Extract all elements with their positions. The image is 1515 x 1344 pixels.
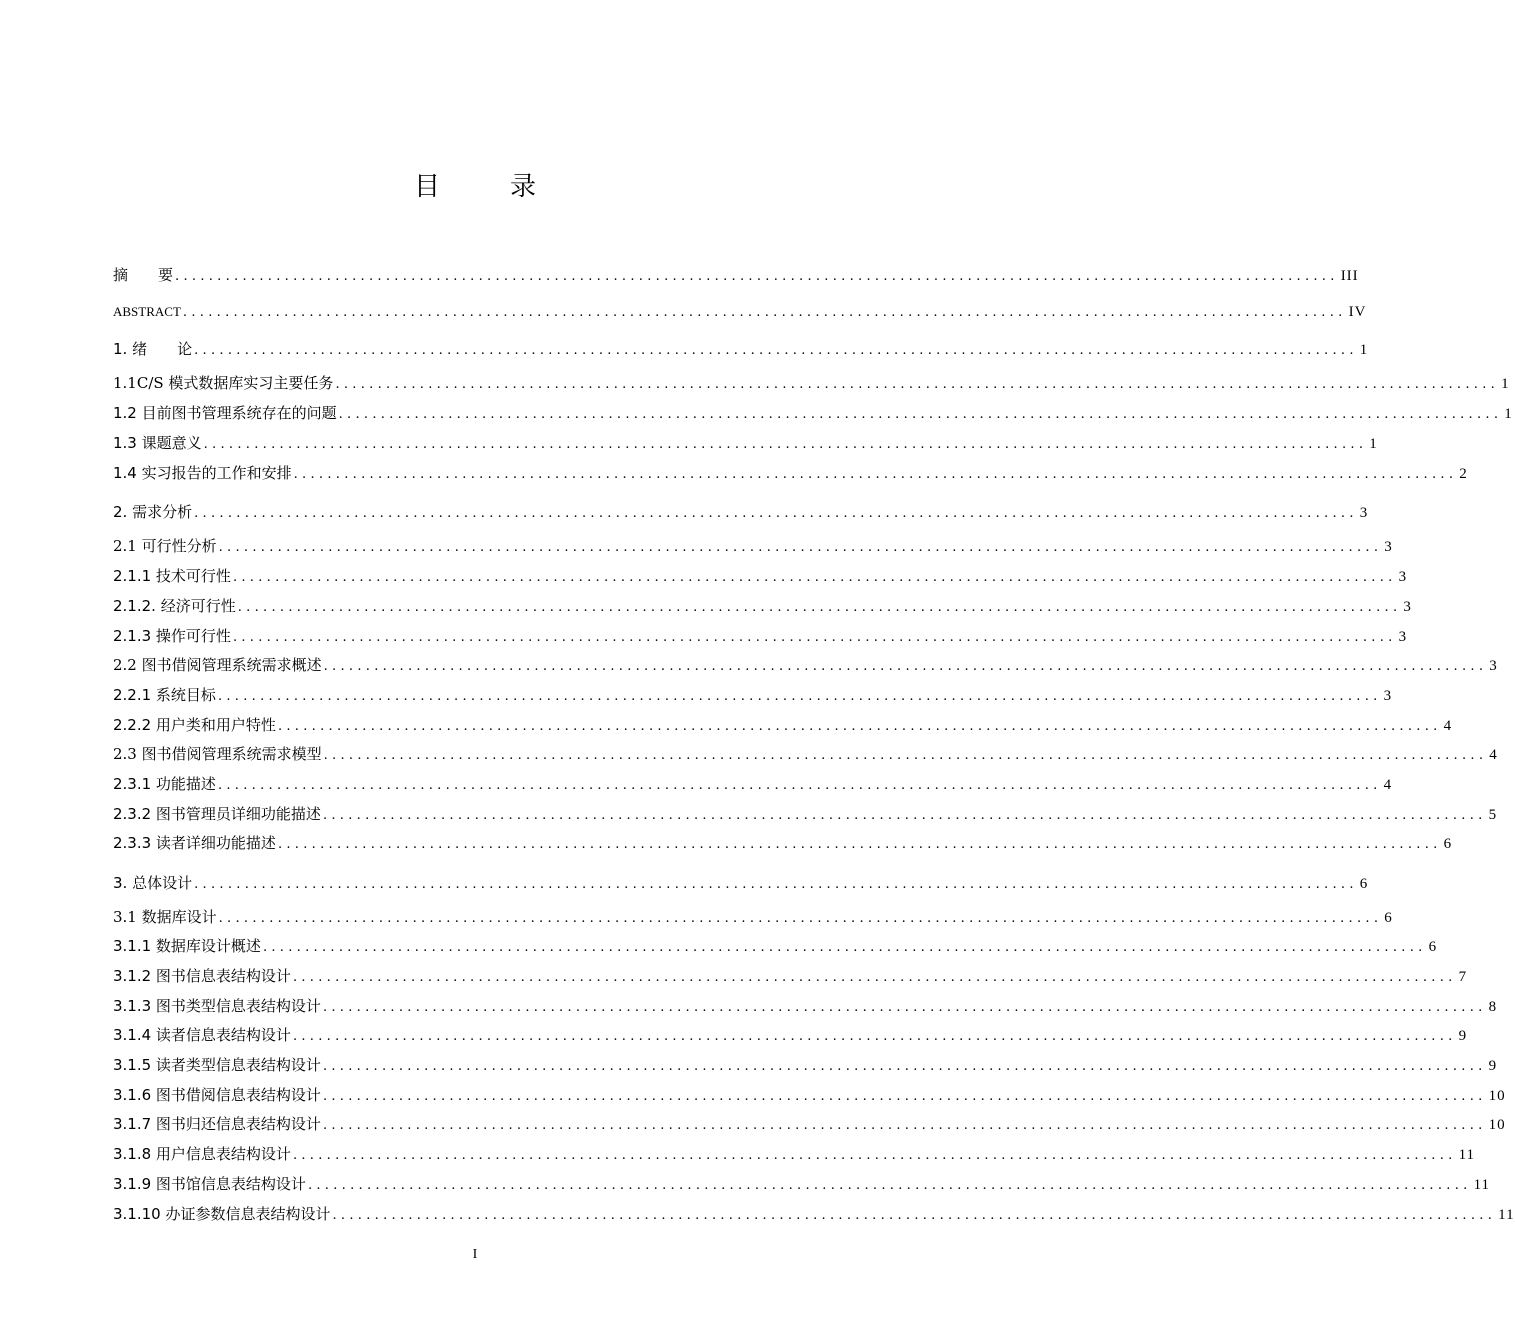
toc-entry-label: 3.1.5 读者类型信息表结构设计 bbox=[113, 1056, 321, 1074]
dot-leader: .......................................................................................................................................... bbox=[277, 719, 1442, 734]
toc-entry-2-2-2[interactable] bbox=[113, 714, 1453, 736]
toc-entry-page: 8 bbox=[1488, 999, 1498, 1015]
dot-leader: .......................................................................................................................................... bbox=[322, 1118, 1487, 1133]
toc-entry-page: 6 bbox=[1443, 836, 1453, 852]
toc-entry-page: 3 bbox=[1403, 599, 1412, 615]
toc-entry-2-1-3[interactable] bbox=[113, 625, 1408, 647]
toc-entry-page: 11 bbox=[1473, 1177, 1491, 1193]
toc-entry-page: 4 bbox=[1489, 747, 1498, 763]
toc-entry-page: 3 bbox=[1489, 658, 1498, 674]
dot-leader: .......................................................................................................................................... bbox=[262, 940, 1427, 955]
toc-entry-3-1-3[interactable] bbox=[113, 995, 1498, 1017]
toc-entry-label: ABSTRACT bbox=[113, 304, 181, 319]
dot-leader: .......................................................................................................................................... bbox=[194, 506, 1358, 521]
toc-entry-page: 1 bbox=[1369, 436, 1378, 452]
dot-leader: .......................................................................................................................................... bbox=[232, 630, 1397, 645]
toc-entry-2-2[interactable] bbox=[113, 654, 1498, 676]
dot-leader: .......................................................................................................................................... bbox=[322, 808, 1487, 823]
dot-leader: .......................................................................................................................................... bbox=[217, 689, 1382, 704]
toc-entry-2-3-1[interactable] bbox=[113, 773, 1393, 795]
toc-entry-page: 11 bbox=[1458, 1147, 1476, 1163]
dot-leader: .......................................................................................................................................... bbox=[292, 970, 1457, 985]
toc-entry-2-3-3[interactable] bbox=[113, 832, 1453, 854]
toc-entry-2-2-1[interactable] bbox=[113, 684, 1393, 706]
toc-entry-label: 3.1.8 用户信息表结构设计 bbox=[113, 1145, 291, 1163]
dot-leader: .......................................................................................................................................... bbox=[322, 1089, 1487, 1104]
toc-entry-label: 3. 总体设计 bbox=[113, 874, 193, 892]
toc-entry-3-1-1[interactable] bbox=[113, 935, 1438, 957]
toc-entry-label: 3.1.9 图书馆信息表结构设计 bbox=[113, 1175, 306, 1193]
dot-leader: .......................................................................................................................................... bbox=[293, 467, 1458, 482]
toc-entry-page: 6 bbox=[1384, 910, 1393, 926]
toc-entry-2-1[interactable] bbox=[113, 535, 1393, 557]
toc-entry-label: 2.3 图书借阅管理系统需求模型 bbox=[113, 745, 322, 763]
toc-entry-page: 6 bbox=[1428, 939, 1438, 955]
toc-entry-label: 3.1.4 读者信息表结构设计 bbox=[113, 1026, 291, 1044]
toc-entry-label: 3.1.3 图书类型信息表结构设计 bbox=[113, 997, 321, 1015]
toc-entry-label: 3.1 数据库设计 bbox=[113, 908, 217, 926]
dot-leader: .......................................................................................................................................... bbox=[217, 778, 1382, 793]
toc-entry-label: 2.2.2 用户类和用户特性 bbox=[113, 716, 276, 734]
dot-leader: .......................................................................................................................................... bbox=[194, 343, 1358, 358]
toc-entry-abstract-en[interactable] bbox=[113, 304, 1367, 326]
toc-entry-label: 2.1.3 操作可行性 bbox=[113, 627, 231, 645]
toc-entry-page: III bbox=[1340, 268, 1359, 284]
toc-entry-2-3[interactable] bbox=[113, 743, 1498, 765]
dot-leader: .......................................................................................................................................... bbox=[292, 1029, 1457, 1044]
toc-entry-3-1[interactable] bbox=[113, 906, 1393, 928]
dot-leader: .......................................................................................................................................... bbox=[292, 1148, 1457, 1163]
toc-entry-label: 2.1 可行性分析 bbox=[113, 537, 217, 555]
toc-entry-page: 1 bbox=[1504, 406, 1513, 422]
toc-entry-page: 5 bbox=[1488, 807, 1498, 823]
toc-entry-page: 7 bbox=[1458, 969, 1468, 985]
dot-leader: .......................................................................................................................................... bbox=[232, 570, 1397, 585]
dot-leader: .......................................................................................................................................... bbox=[277, 837, 1442, 852]
toc-entry-2-3-2[interactable] bbox=[113, 803, 1498, 825]
dot-leader: .......................................................................................................................................... bbox=[203, 437, 1368, 452]
dot-leader: .......................................................................................................................................... bbox=[332, 1208, 1497, 1223]
toc-entry-page: 9 bbox=[1458, 1028, 1468, 1044]
toc-entry-label: 3.1.10 办证参数信息表结构设计 bbox=[113, 1205, 331, 1223]
toc-entry-label: 2.3.3 读者详细功能描述 bbox=[113, 834, 276, 852]
toc-entry-label: 1. 绪 论 bbox=[113, 340, 193, 358]
toc-entry-page: 11 bbox=[1498, 1207, 1515, 1223]
toc-entry-page: 10 bbox=[1488, 1088, 1506, 1104]
dot-leader: .......................................................................................................................................... bbox=[237, 600, 1402, 615]
toc-entry-3-1-8[interactable] bbox=[113, 1143, 1476, 1165]
toc-entry-1-3[interactable] bbox=[113, 432, 1378, 454]
toc-entry-page: 10 bbox=[1488, 1117, 1506, 1133]
page-title: 目 录 bbox=[413, 172, 558, 202]
toc-entry-label: 2.3.1 功能描述 bbox=[113, 775, 216, 793]
toc-entry-3-1-6[interactable] bbox=[113, 1084, 1506, 1106]
toc-entry-chapter-3[interactable] bbox=[113, 872, 1369, 894]
toc-entry-label: 摘 要 bbox=[113, 266, 174, 284]
toc-entry-label: 2.1.2. 经济可行性 bbox=[113, 597, 236, 615]
toc-entry-chapter-2[interactable] bbox=[113, 501, 1369, 523]
toc-entry-3-1-9[interactable] bbox=[113, 1173, 1491, 1195]
toc-entry-1-2[interactable] bbox=[113, 402, 1513, 424]
dot-leader: .......................................................................................................................................... bbox=[175, 269, 1339, 284]
dot-leader: .......................................................................................................................................... bbox=[338, 407, 1503, 422]
dot-leader: .......................................................................................................................................... bbox=[335, 377, 1500, 392]
toc-entry-3-1-7[interactable] bbox=[113, 1113, 1506, 1135]
toc-entry-1-1[interactable] bbox=[113, 372, 1510, 394]
dot-leader: .......................................................................................................................................... bbox=[182, 305, 1347, 320]
dot-leader: .......................................................................................................................................... bbox=[322, 1000, 1487, 1015]
dot-leader: .......................................................................................................................................... bbox=[194, 877, 1358, 892]
dot-leader: .......................................................................................................................................... bbox=[322, 1059, 1487, 1074]
toc-entry-2-1-2[interactable] bbox=[113, 595, 1412, 617]
toc-entry-label: 2.2.1 系统目标 bbox=[113, 686, 216, 704]
toc-entry-3-1-2[interactable] bbox=[113, 965, 1468, 987]
toc-entry-page: 4 bbox=[1443, 718, 1453, 734]
toc-entry-page: IV bbox=[1348, 304, 1367, 320]
toc-entry-chapter-1[interactable] bbox=[113, 338, 1369, 360]
toc-entry-page: 1 bbox=[1359, 342, 1369, 358]
dot-leader: .......................................................................................................................................... bbox=[218, 911, 1383, 926]
toc-entry-3-1-5[interactable] bbox=[113, 1054, 1498, 1076]
toc-entry-label: 1.3 课题意义 bbox=[113, 434, 202, 452]
toc-entry-3-1-10[interactable] bbox=[113, 1203, 1515, 1225]
toc-entry-page: 4 bbox=[1383, 777, 1393, 793]
toc-entry-label: 1.4 实习报告的工作和安排 bbox=[113, 464, 292, 482]
toc-entry-3-1-4[interactable] bbox=[113, 1024, 1468, 1046]
toc-entry-page: 3 bbox=[1398, 569, 1408, 585]
toc-entry-page: 3 bbox=[1384, 539, 1393, 555]
dot-leader: .......................................................................................................................................... bbox=[307, 1178, 1472, 1193]
toc-entry-label: 3.1.7 图书归还信息表结构设计 bbox=[113, 1115, 321, 1133]
toc-entry-page: 1 bbox=[1501, 376, 1510, 392]
dot-leader: .......................................................................................................................................... bbox=[323, 748, 1488, 763]
toc-entry-label: 3.1.2 图书信息表结构设计 bbox=[113, 967, 291, 985]
toc-entry-label: 2.2 图书借阅管理系统需求概述 bbox=[113, 656, 322, 674]
toc-entry-page: 3 bbox=[1359, 505, 1369, 521]
toc-entry-label: 2. 需求分析 bbox=[113, 503, 193, 521]
toc-entry-page: 3 bbox=[1383, 688, 1393, 704]
toc-entry-label: 2.3.2 图书管理员详细功能描述 bbox=[113, 805, 321, 823]
toc-entry-label: 1.2 目前图书管理系统存在的问题 bbox=[113, 404, 337, 422]
toc-entry-label: 3.1.1 数据库设计概述 bbox=[113, 937, 261, 955]
toc-entry-abstract-cn[interactable] bbox=[113, 264, 1359, 286]
toc-entry-label: 1.1C/S 模式数据库实习主要任务 bbox=[113, 374, 334, 392]
toc-entry-page: 3 bbox=[1398, 629, 1408, 645]
footer-page-number: I bbox=[472, 1247, 478, 1262]
toc-entry-label: 3.1.6 图书借阅信息表结构设计 bbox=[113, 1086, 321, 1104]
toc-entry-page: 2 bbox=[1459, 466, 1468, 482]
toc-entry-page: 6 bbox=[1359, 876, 1369, 892]
toc-entry-1-4[interactable] bbox=[113, 462, 1468, 484]
dot-leader: .......................................................................................................................................... bbox=[218, 540, 1383, 555]
toc-entry-label: 2.1.1 技术可行性 bbox=[113, 567, 231, 585]
toc-entry-2-1-1[interactable] bbox=[113, 565, 1408, 587]
dot-leader: .......................................................................................................................................... bbox=[323, 659, 1488, 674]
toc-entry-page: 9 bbox=[1488, 1058, 1498, 1074]
